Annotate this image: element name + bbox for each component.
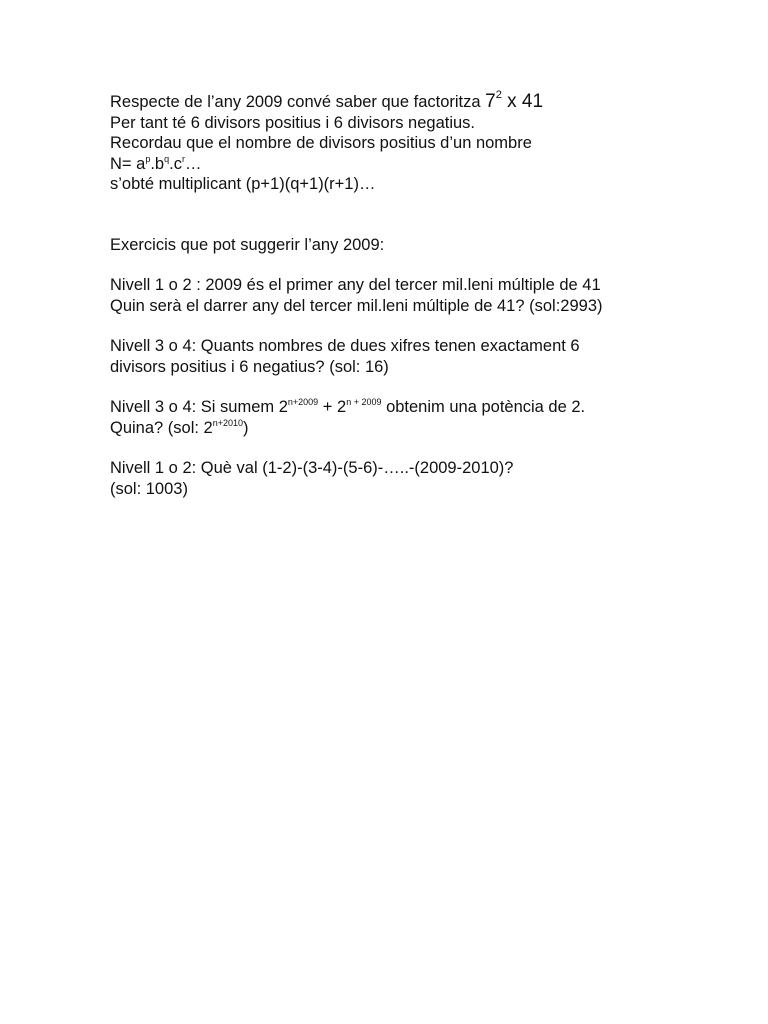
formula-ellipsis: … [184, 154, 202, 173]
exercises-heading: Exercicis que pot suggerir l’any 2009: [110, 235, 385, 254]
formula-exp-r: r [181, 153, 185, 164]
intro-line-3: Recordau que el nombre de divisors positius d’un nombre [110, 134, 532, 152]
spacer [110, 255, 730, 275]
exercise-2-line-2: divisors positius i 6 negatius? (sol: 16) [110, 357, 389, 376]
spacer [110, 377, 730, 397]
spacer [110, 195, 730, 235]
exercise-2-line-1: Nivell 3 o 4: Quants nombres de dues xifres tenen exactament 6 [110, 337, 580, 355]
exercise-3-line-1 [110, 397, 730, 418]
exercise-3-answer-a: Quina? (sol: 2 [110, 418, 213, 437]
formula-exp-q: q [164, 153, 170, 164]
formula-c: .c [169, 154, 182, 173]
intro-line-5: s’obté multiplicant (p+1)(q+1)(r+1)… [110, 175, 376, 193]
exercise-4-line-1: Nivell 1 o 2: Què val (1-2)-(3-4)-(5-6)-…..-(2009-2010)? [110, 459, 514, 477]
spacer [110, 438, 730, 458]
exercise-3-text-a: Nivell 3 o 4: Si sumem 2 [110, 398, 288, 416]
formula-b: .b [150, 154, 165, 173]
exercise-3-text-b: + 2 [318, 398, 347, 416]
exercise-3-text-c: obtenim una potència de 2. [381, 398, 586, 416]
exercise-1-line-1: Nivell 1 o 2 : 2009 és el primer any del tercer mil.leni múltiple de 41 [110, 276, 601, 294]
factor-exponent: 2 [495, 89, 502, 101]
factor-base [485, 91, 543, 112]
exercise-3-exponent-1: n+2009 [287, 397, 319, 407]
formula-n-a: N= a [110, 154, 146, 173]
exercise-3-answer-b: ) [243, 418, 249, 437]
exercise-3-answer-exponent: n+2010 [212, 417, 244, 428]
exercise-4-line-2: (sol: 1003) [110, 479, 188, 498]
document-page [110, 89, 730, 499]
intro-line-2: Per tant té 6 divisors positius i 6 divisors negatius. [110, 113, 476, 132]
formula-exp-p: p [145, 153, 151, 164]
factor-base-value: 7 [485, 91, 496, 112]
intro-line-1-text: Respecte de l’any 2009 convé saber que factoritza [110, 93, 486, 111]
spacer [110, 316, 730, 336]
exercise-3-exponent-2: n + 2009 [346, 397, 382, 407]
exercise-3-line-2 [110, 418, 730, 439]
intro-line-4 [110, 154, 730, 175]
exercise-1-line-2: Quin serà el darrer any del tercer mil.leni múltiple de 41? (sol:2993) [110, 296, 603, 315]
intro-line-1 [110, 89, 730, 113]
factor-rest: x 41 [501, 91, 544, 112]
